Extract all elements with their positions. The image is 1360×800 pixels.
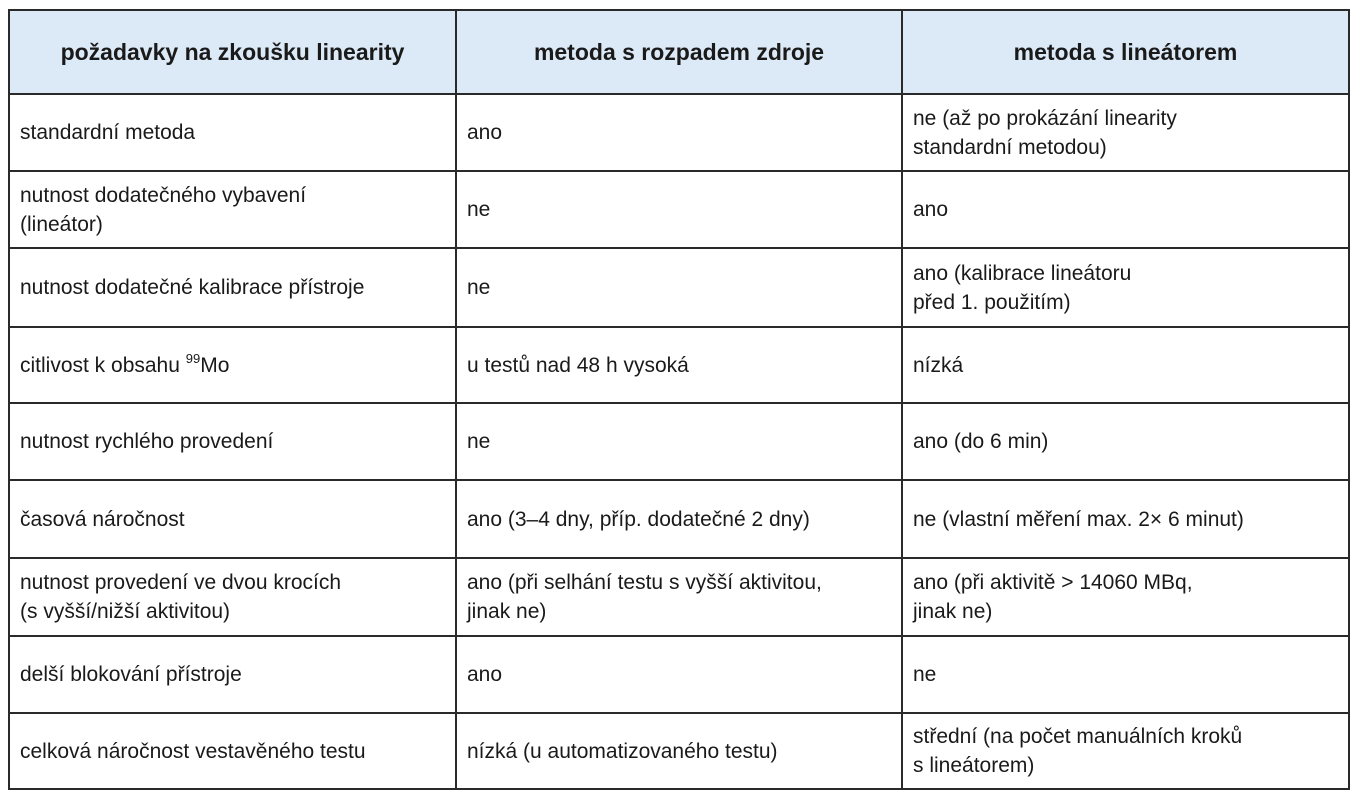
cell-line: časová náročnost xyxy=(20,507,185,531)
table-row xyxy=(9,248,1349,327)
calibrator-method-cell xyxy=(902,636,1349,713)
cell-line: střední (na počet manuálních kroků xyxy=(913,725,1243,748)
cell-line: delší blokování přístroje xyxy=(20,663,242,686)
header-decay-method: metoda s rozpadem zdroje xyxy=(456,10,902,94)
requirement-cell xyxy=(9,480,456,558)
cell-line: jinak ne) xyxy=(467,600,547,623)
requirement-cell xyxy=(9,94,456,171)
cell-line: u testů nad 48 h vysoká xyxy=(467,353,689,377)
cell-line: ne xyxy=(467,198,491,221)
cell-line: nízká (u automatizovaného testu) xyxy=(467,739,778,763)
requirement-cell xyxy=(9,713,456,789)
table-row xyxy=(9,480,1349,558)
header-requirements: požadavky na zkoušku linearity xyxy=(9,10,456,94)
decay-method-cell xyxy=(456,171,902,248)
cell-line: ano (3–4 dny, příp. dodatečné 2 dny) xyxy=(467,507,810,531)
cell-line: standardní metoda xyxy=(20,121,196,144)
calibrator-method-cell xyxy=(902,94,1349,171)
table-row xyxy=(9,713,1349,789)
cell-line: ano xyxy=(913,198,949,221)
table-row xyxy=(9,403,1349,480)
requirement-cell xyxy=(9,248,456,327)
cell-line: nutnost dodatečného vybavení xyxy=(20,183,307,207)
requirement-cell xyxy=(9,403,456,480)
requirement-cell xyxy=(9,636,456,713)
cell-line: ano xyxy=(467,663,503,686)
table-header-row xyxy=(9,10,1349,94)
decay-method-cell xyxy=(456,713,902,789)
cell-line: ano xyxy=(467,121,503,144)
cell-line: před 1. použitím) xyxy=(913,290,1071,314)
decay-method-cell xyxy=(456,94,902,171)
cell-line: nutnost dodatečné kalibrace přístroje xyxy=(20,276,365,299)
cell-line: ne xyxy=(467,430,491,453)
cell-line: ano (při aktivitě > 14060 MBq, xyxy=(913,571,1193,594)
cell-line: nutnost provedení ve dvou krocích xyxy=(20,571,342,594)
cell-line: (lineátor) xyxy=(20,212,103,236)
table-row xyxy=(9,636,1349,713)
cell-line: ne xyxy=(467,276,491,299)
cell-line: celková náročnost vestavěného testu xyxy=(20,739,366,763)
table-row xyxy=(9,171,1349,248)
requirement-cell xyxy=(9,327,456,403)
cell-line: ano (při selhání testu s vyšší aktivitou, xyxy=(467,571,822,594)
decay-method-cell xyxy=(456,403,902,480)
decay-method-cell xyxy=(456,327,902,403)
cell-line: (s vyšší/nižší aktivitou) xyxy=(20,600,231,623)
decay-method-cell xyxy=(456,636,902,713)
isotope-symbol: Mo xyxy=(200,353,230,377)
table-row xyxy=(9,94,1349,171)
cell-line: ano (kalibrace lineátoru xyxy=(913,261,1132,285)
table-row xyxy=(9,327,1349,403)
cell-line: standardní metodou) xyxy=(913,135,1107,159)
calibrator-method-cell xyxy=(902,713,1349,789)
cell-line: nízká xyxy=(913,353,964,377)
cell-line: ano (do 6 min) xyxy=(913,430,1049,453)
cell-line: jinak ne) xyxy=(913,600,993,623)
calibrator-method-cell xyxy=(902,403,1349,480)
isotope-mass-number: 99 xyxy=(185,350,201,366)
calibrator-method-cell xyxy=(902,327,1349,403)
cell-line: s lineátorem) xyxy=(913,754,1035,777)
cell-line: nutnost rychlého provedení xyxy=(20,430,274,453)
linearity-test-comparison-table xyxy=(8,9,1350,790)
calibrator-method-cell xyxy=(902,480,1349,558)
calibrator-method-cell xyxy=(902,248,1349,327)
cell-line: ne (až po prokázání linearity xyxy=(913,106,1177,130)
calibrator-method-cell xyxy=(902,558,1349,636)
cell-line: ne xyxy=(913,663,937,686)
header-calibrator-method: metoda s lineátorem xyxy=(902,10,1349,94)
decay-method-cell xyxy=(456,558,902,636)
comparison-table-container xyxy=(8,9,1348,790)
cell-text-prefix: citlivost k obsahu xyxy=(20,353,186,377)
cell-line: ne (vlastní měření max. 2× 6 minut) xyxy=(913,507,1244,531)
decay-method-cell xyxy=(456,248,902,327)
table-row xyxy=(9,558,1349,636)
requirement-cell xyxy=(9,558,456,636)
requirement-cell xyxy=(9,171,456,248)
calibrator-method-cell xyxy=(902,171,1349,248)
decay-method-cell xyxy=(456,480,902,558)
